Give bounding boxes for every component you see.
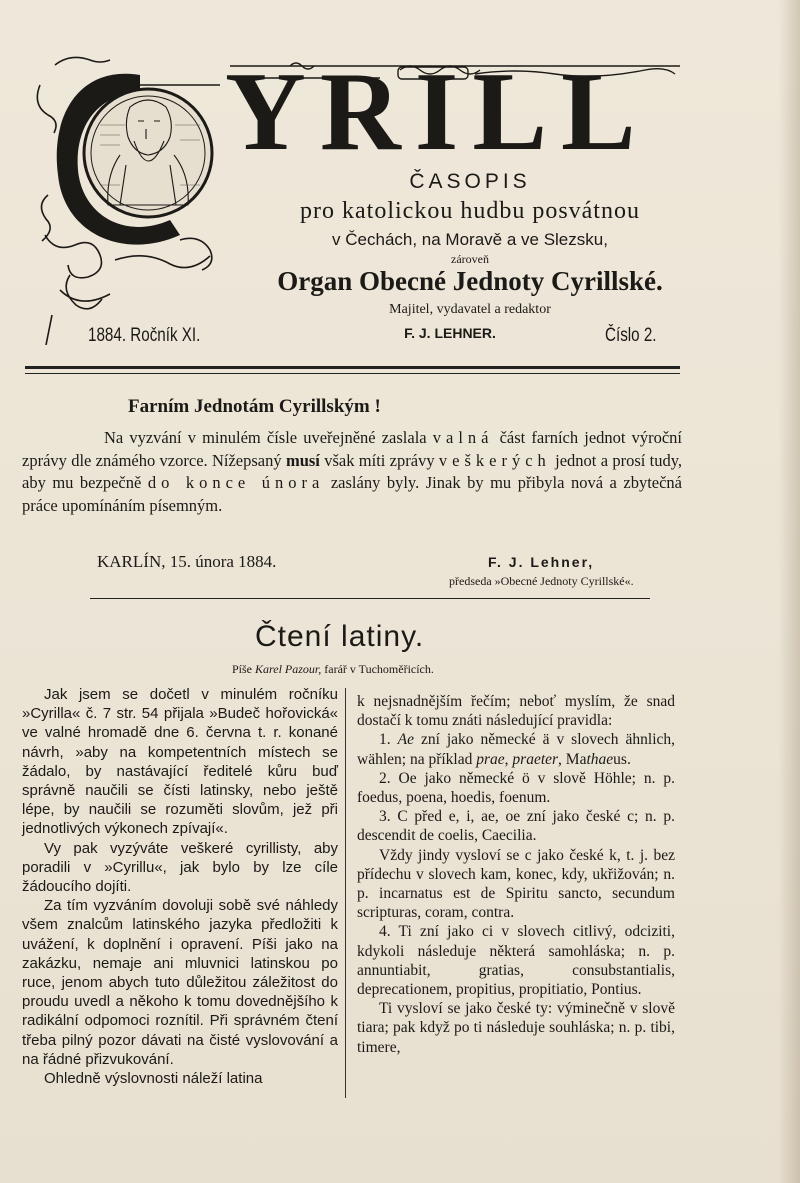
notice-text: Na vyzvání v minulém čísle uveřejněné zaslala: [104, 428, 427, 447]
masthead-title: YRILL: [225, 50, 650, 174]
rule-1-example: praeter: [512, 750, 559, 768]
masthead-zaroven: zároveň: [451, 252, 489, 266]
rule-1-sep: , Ma: [558, 750, 587, 768]
rule-1-example: prae: [476, 750, 505, 768]
rule-2: 2. Oe jako německé ö v slově Höhle; n. p. foedus, poena, hoedis, foenum.: [357, 769, 675, 807]
notice-emphasis: musí: [285, 450, 320, 470]
article-byline: [232, 662, 434, 677]
byline-suffix: farář v Tuchoměřicích.: [324, 662, 434, 676]
article-column-left: [22, 685, 338, 1088]
column-divider: [345, 688, 346, 1098]
article-paragraph: Vy pak vyzýváte veškeré cyrillisty, aby poradili v »Cyrillu«, jak bylo by lze cíle žádoucího dojíti.: [22, 839, 338, 896]
rule-1-text: zní jako německé ä v slovech ähnlich, wählen; na příklad: [357, 731, 676, 768]
header-divider-thick: [25, 366, 680, 369]
notice-spaced-text: veškerých: [438, 450, 551, 470]
rule-1-end: us.: [613, 750, 631, 768]
notice-heading: Farním Jednotám Cyrillským !: [128, 396, 381, 417]
notice-place-date: KARLÍN, 15. února 1884.: [97, 552, 277, 571]
notice-divider: [90, 598, 650, 599]
issue-number: Číslo 2.: [605, 325, 657, 346]
article-paragraph: Ohledně výslovnosti náleží latina: [44, 1070, 263, 1088]
rule-3b: Vždy jindy vysloví se c jako české k, t. j. bez přídechu v slovech kam, konec, kdy, ukřižován; n. p. incarnatus est de Spiritu sancto, secundum scripturas, coram, contra.: [357, 846, 675, 922]
masthead-editor: F. J. LEHNER.: [404, 325, 496, 341]
article-column-right: [357, 692, 675, 1057]
rule-1-ae: Ae: [397, 731, 414, 749]
notice-spaced-text: valná: [432, 428, 494, 447]
notice-text: zaslány byly. Jinak by mu přibyla nová a zbytečná práce upomínáním písemným.: [22, 473, 682, 515]
byline-prefix: Píše: [232, 662, 253, 676]
rule-1-example: thae: [586, 750, 614, 768]
masthead-publisher-line: Majitel, vydavatel a redaktor: [389, 302, 551, 317]
article-paragraph: Jak jsem se dočetl v minulém ročníku »Cyrilla« č. 7 str. 54 přijala »Budeč hořovická« ve valné hromadě dne 6. června t. r. konané návrh, »aby na kompetentních místech se žádalo, by nastávající ředitelé kůru buď správně naučili se čísti latinsky, nebo ještě lépe, by naučili se rozuměti slovům, jež při jednotlivých výkonech zpívají«.: [22, 686, 338, 838]
notice-text: jednot a prosí tudy, aby mu bezpečně: [22, 450, 683, 492]
rule-1: [357, 730, 675, 768]
notice-signature: F. J. Lehner,: [488, 554, 595, 570]
masthead-subtitle: pro katolickou hudbu posvátnou: [300, 198, 640, 224]
rule-4b: Ti vysloví se jako české ty: výminečně v slově tiara; pak když po ti následuje souhláska; n. p. tibi, timere,: [357, 1000, 675, 1056]
article-title: Čtení latiny.: [255, 620, 425, 653]
masthead-casopis: ČASOPIS: [409, 170, 531, 193]
notice-spaced-text: do konce února: [147, 473, 325, 492]
rule-4: 4. Ti zní jako ci v slovech citlivý, odciziti, kdykoli následuje některá samohláska; n. p. annuntiabit, gratias, consubstantialis, deprecationem, propitius, propitiatio, Pontius.: [357, 923, 675, 999]
rule-1-sep: ,: [504, 750, 513, 768]
notice-text: však míti zprávy: [324, 450, 435, 470]
masthead-organ: Organ Obecné Jednoty Cyrillské.: [277, 266, 663, 296]
notice-body: [22, 427, 682, 517]
header-divider-thin: [25, 373, 680, 374]
byline-author: Karel Pazour,: [255, 662, 322, 676]
ornamental-initial-c-logo: [30, 45, 235, 345]
masthead-region: v Čechách, na Moravě a ve Slezsku,: [332, 230, 608, 249]
article-paragraph: k nejsnadnějším řečím; neboť myslím, že snad dostačí k tomu znáti následující pravidla:: [357, 693, 675, 730]
issue-year-volume: 1884. Ročník XI.: [88, 325, 201, 346]
page-edge-shadow: [778, 0, 800, 1183]
article-paragraph: Za tím vyzváním dovoluji sobě své náhledy všem znalcům latinského jazyka předložiti k uvážení, k doplnění i opravení. Píši jako na zakázku, nemaje ani mluvnici latinskou po ruce, jenom abych tuto důležitou záležitost do proudu uvedl a někoho k tomu dovednějšího k radikální odpomoci roznítil. Při správném čtení třeba pilný pozor dávati na čisté vyslovování a na řádné přizvukování.: [22, 897, 338, 1068]
notice-text: část farních jednot výroční zprávy dle známého vzorce. Nížepsaný: [22, 428, 682, 470]
rule-1-number: 1.: [379, 731, 398, 749]
rule-3: 3. C před e, i, ae, oe zní jako české c; n. p. descendit de coelis, Caecilia.: [357, 808, 675, 845]
notice-signature-role: předseda »Obecné Jednoty Cyrillské«.: [449, 574, 634, 588]
